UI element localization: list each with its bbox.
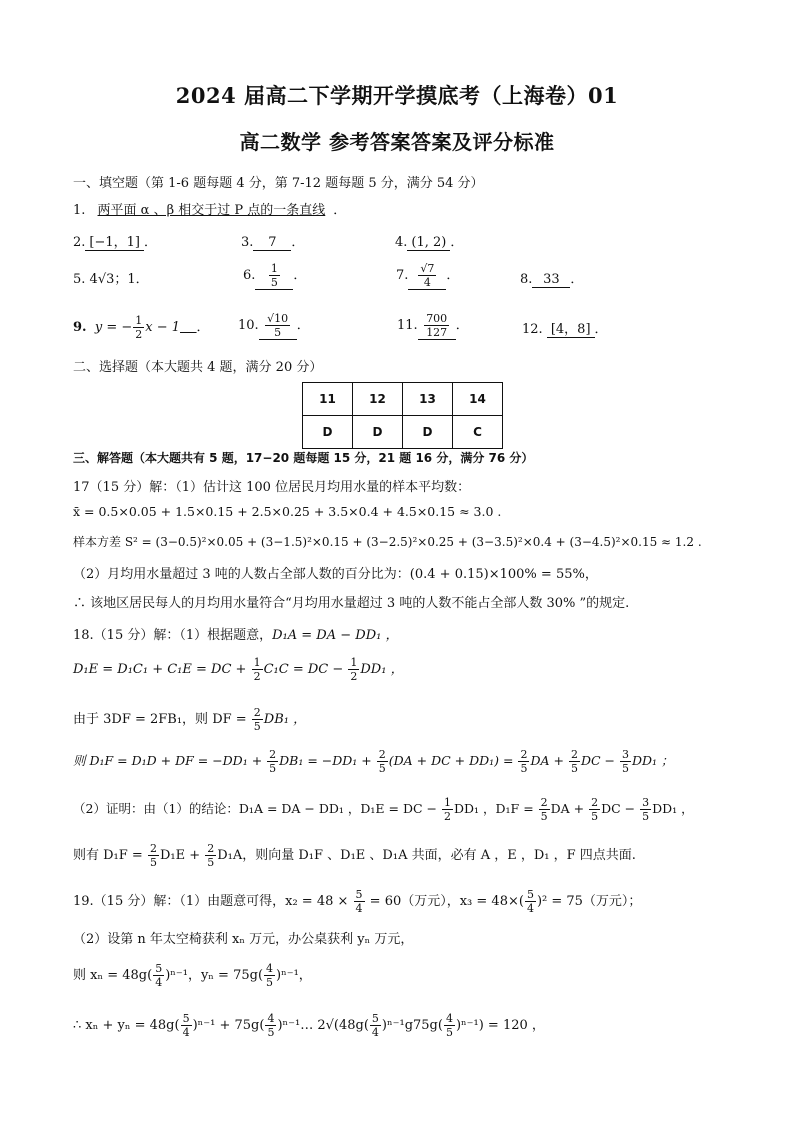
q5-answer-a: 4√3 [89,272,115,287]
table-header-cell: 13 [403,383,453,416]
q11-line: 11. $\frac{700}{127}$ ． [397,312,469,339]
q11-number: 11. [397,318,418,333]
q2-answer: [−1，1] [85,231,144,251]
q6-line: 6. $\frac{1}{5}$ ． [243,262,307,289]
table-header-row [303,383,503,416]
table-cell: D [353,416,403,449]
table-header-cell: 12 [353,383,403,416]
q3-number: 3. [241,235,254,250]
table-header-cell: 11 [303,383,353,416]
page-title: 2024 届高二下学期开学摸底考（上海卷）01 [175,83,619,108]
q4-line: 4. (1, 2) ． [395,235,464,250]
q6-number: 6. [243,268,256,283]
q12-line: 12. [4，8] ． [522,318,608,338]
table-cell: C [453,416,503,449]
table-header-cell: 14 [453,383,503,416]
q12-number: 12. [522,322,543,337]
q19-eq1-line: 则 xₙ = 48g( $\frac{5}{4}$ )ⁿ⁻¹，yₙ = 75g( $\frac{4}{5}$ )ⁿ⁻¹， [73,962,312,989]
table-cell: D [403,416,453,449]
q12-answer: [4，8] [547,318,595,338]
q7-line: 7. $\frac{√7}{4}$ ． [396,262,460,289]
q10-number: 10. [238,318,259,333]
q18-conclusion-line: 则有 D₁F = $\frac{2}{5}$ D₁E + $\frac{2}{5}$ D₁A，则向量 D₁F 、D₁E 、D₁A 共面，必有 A ，E ，D₁ ，F 四点共面. [73,842,636,869]
q9-number: 9. [73,320,87,335]
section1-heading: 一、填空题（第 1-6 题每题 4 分，第 7-12 题每题 5 分，满分 54 分） [73,176,484,191]
q11-fraction: $\frac{700}{127}$ [426,312,448,339]
q1-number: 1. [73,203,86,218]
table-row [303,416,503,449]
q18-part2-line: （2）证明：由（1）的结论：D₁A = DA − DD₁ ，D₁E = DC − $\frac{1}{2}$ DD₁ ，D₁F = $\frac{2}{5}$ DA + $\frac{2}{5}$ DC − $\frac{3}{5}$ DD₁ ， [73,796,694,823]
q2-number: 2. [73,235,86,250]
q8-answer: 33 [532,272,570,288]
q3-answer: 7 [253,235,291,251]
q17-conclusion: ∴ 该地区居民每人的月均用水量符合“月均用水量超过 3 吨的人数不能占全部人数 30% ”的规定. [73,596,630,611]
q17-part2: （2）月均用水量超过 3 吨的人数占全部人数的百分比为：(0.4 + 0.15)×100% = 55%， [73,567,598,582]
q3-line: 3. 7 ． [241,235,305,250]
q4-number: 4. [395,235,408,250]
q17-intro: 17（15 分）解：（1）估计这 100 位居民月均用水量的样本平均数： [73,480,471,495]
q17-variance: 样本方差 S² = (3−0.5)²×0.05 + (3−1.5)²×0.15 + (3−2.5)²×0.25 + (3−3.5)²×0.4 + (3−4.5)²×0.15 ≈ 1.2 . [73,535,702,549]
q10-fraction: $\frac{√10}{5}$ [267,312,289,339]
q18-eq2-line: D₁E = D₁C₁ + C₁E = DC + $\frac{1}{2}$ C₁C = DC − $\frac{1}{2}$ DD₁ ， [73,656,404,683]
q10-line: 10. $\frac{√10}{5}$ ． [238,312,310,339]
q19-part2: （2）设第 n 年太空椅获利 xₙ 万元，办公桌获利 yₙ 万元， [73,932,414,947]
section2-heading: 二、选择题（本大题共 4 题，满分 20 分） [73,360,323,375]
q8-number: 8. [520,272,533,287]
section3-heading: 三、解答题（本大题共有 5 题，17−20 题每题 15 分，21 题 16 分，满分 76 分） [73,451,534,465]
q4-answer: (1, 2) [407,235,450,251]
q5-line: 5. 4√3；1． [73,272,149,287]
q18-intro: 18.（15 分）解：（1）根据题意， [73,628,273,643]
q6-fraction: $\frac{1}{5}$ [270,262,278,289]
page-subtitle: 高二数学 参考答案答案及评分标准 [239,130,555,154]
q7-number: 7. [396,268,409,283]
q1-answer: 两平面 α 、β 相交于过 P 点的一条直线 [97,203,326,218]
q2-line: 2. [−1，1] ． [73,231,157,251]
q5-answer-b: 1 [127,272,136,287]
q17-mean: x̄ = 0.5×0.05 + 1.5×0.15 + 2.5×0.25 + 3.5×0.4 + 4.5×0.15 ≈ 3.0 . [73,504,502,519]
q19-intro-line: 19.（15 分）解：（1）由题意可得，x₂ = 48 × $\frac{5}{4}$ = 60（万元），x₃ = 48×( $\frac{5}{4}$ )² = 75（万元）； [73,888,642,915]
table-cell: D [303,416,353,449]
q5-number: 5. [73,272,86,287]
choice-answer-table [302,382,503,449]
q8-line: 8. 33 ． [520,272,584,287]
q1-line: 1. 两平面 α 、β 相交于过 P 点的一条直线 ． [73,203,347,218]
q9-fraction: $\frac{1}{2}$ [135,314,143,341]
q18-condition-line: 由于 3DF = 2FB₁，则 DF = $\frac{2}{5}$ DB₁ ， [73,706,307,733]
q7-fraction: $\frac{√7}{4}$ [420,262,435,289]
q19-eq2-line: ∴ xₙ + yₙ = 48g( $\frac{5}{4}$ )ⁿ⁻¹ + 75g( $\frac{4}{5}$ )ⁿ⁻¹… 2√(48g( $\frac{5}{4}$ )ⁿ⁻¹g75g( $\frac{4}{5}$ )ⁿ⁻¹) = 120 ， [73,1012,545,1039]
q9-line: 9. y = − $\frac{1}{2}$ x − 1 ． [73,314,210,341]
q18-intro-line [73,624,398,643]
q18-eq3-line: 则 D₁F = D₁D + DF = −DD₁ + $\frac{2}{5}$ DB₁ = −DD₁ + $\frac{2}{5}$ (DA + DC + DD₁) = $\frac{2}{5}$ DA + $\frac{2}{5}$ DC − $\frac{3}{5}$ DD₁ ； [73,748,674,775]
q18-eq1: D₁A = DA − DD₁ ， [272,628,399,643]
